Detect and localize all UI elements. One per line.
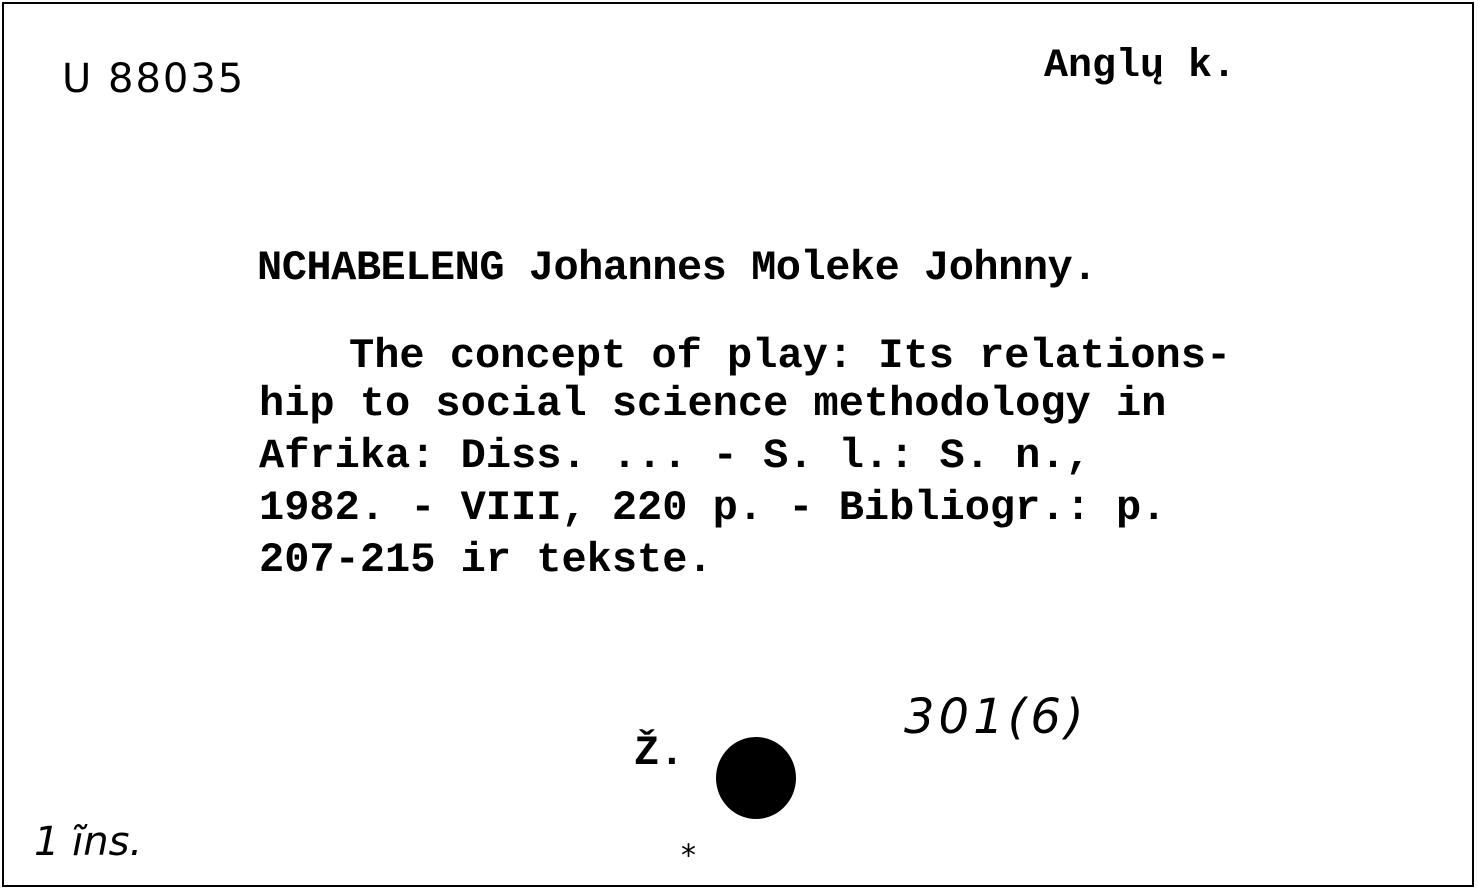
language-note: Anglų k. xyxy=(1044,44,1237,89)
small-handwritten-mark: ⁎ xyxy=(681,829,696,864)
catalog-card xyxy=(2,2,1474,887)
description-line: 207-215 ir tekste. xyxy=(259,536,713,584)
punch-hole-dot xyxy=(716,737,796,819)
author-heading: NCHABELENG Johannes Moleke Johnny. xyxy=(257,244,1097,292)
description-line: Afrika: Diss. ... - S. l.: S. n., xyxy=(259,432,1091,480)
description-line: hip to social science methodology in xyxy=(259,380,1167,428)
description-line: 1982. - VIII, 220 p. - Bibliogr.: p. xyxy=(259,484,1167,532)
copies-note: 1 ĩns. xyxy=(34,819,143,865)
description-line: The concept of play: Its relations- xyxy=(349,332,1232,380)
z-mark: Ž. xyxy=(634,729,685,777)
classification-number: 301(6) xyxy=(904,689,1088,745)
call-number: U 88035 xyxy=(62,56,246,102)
